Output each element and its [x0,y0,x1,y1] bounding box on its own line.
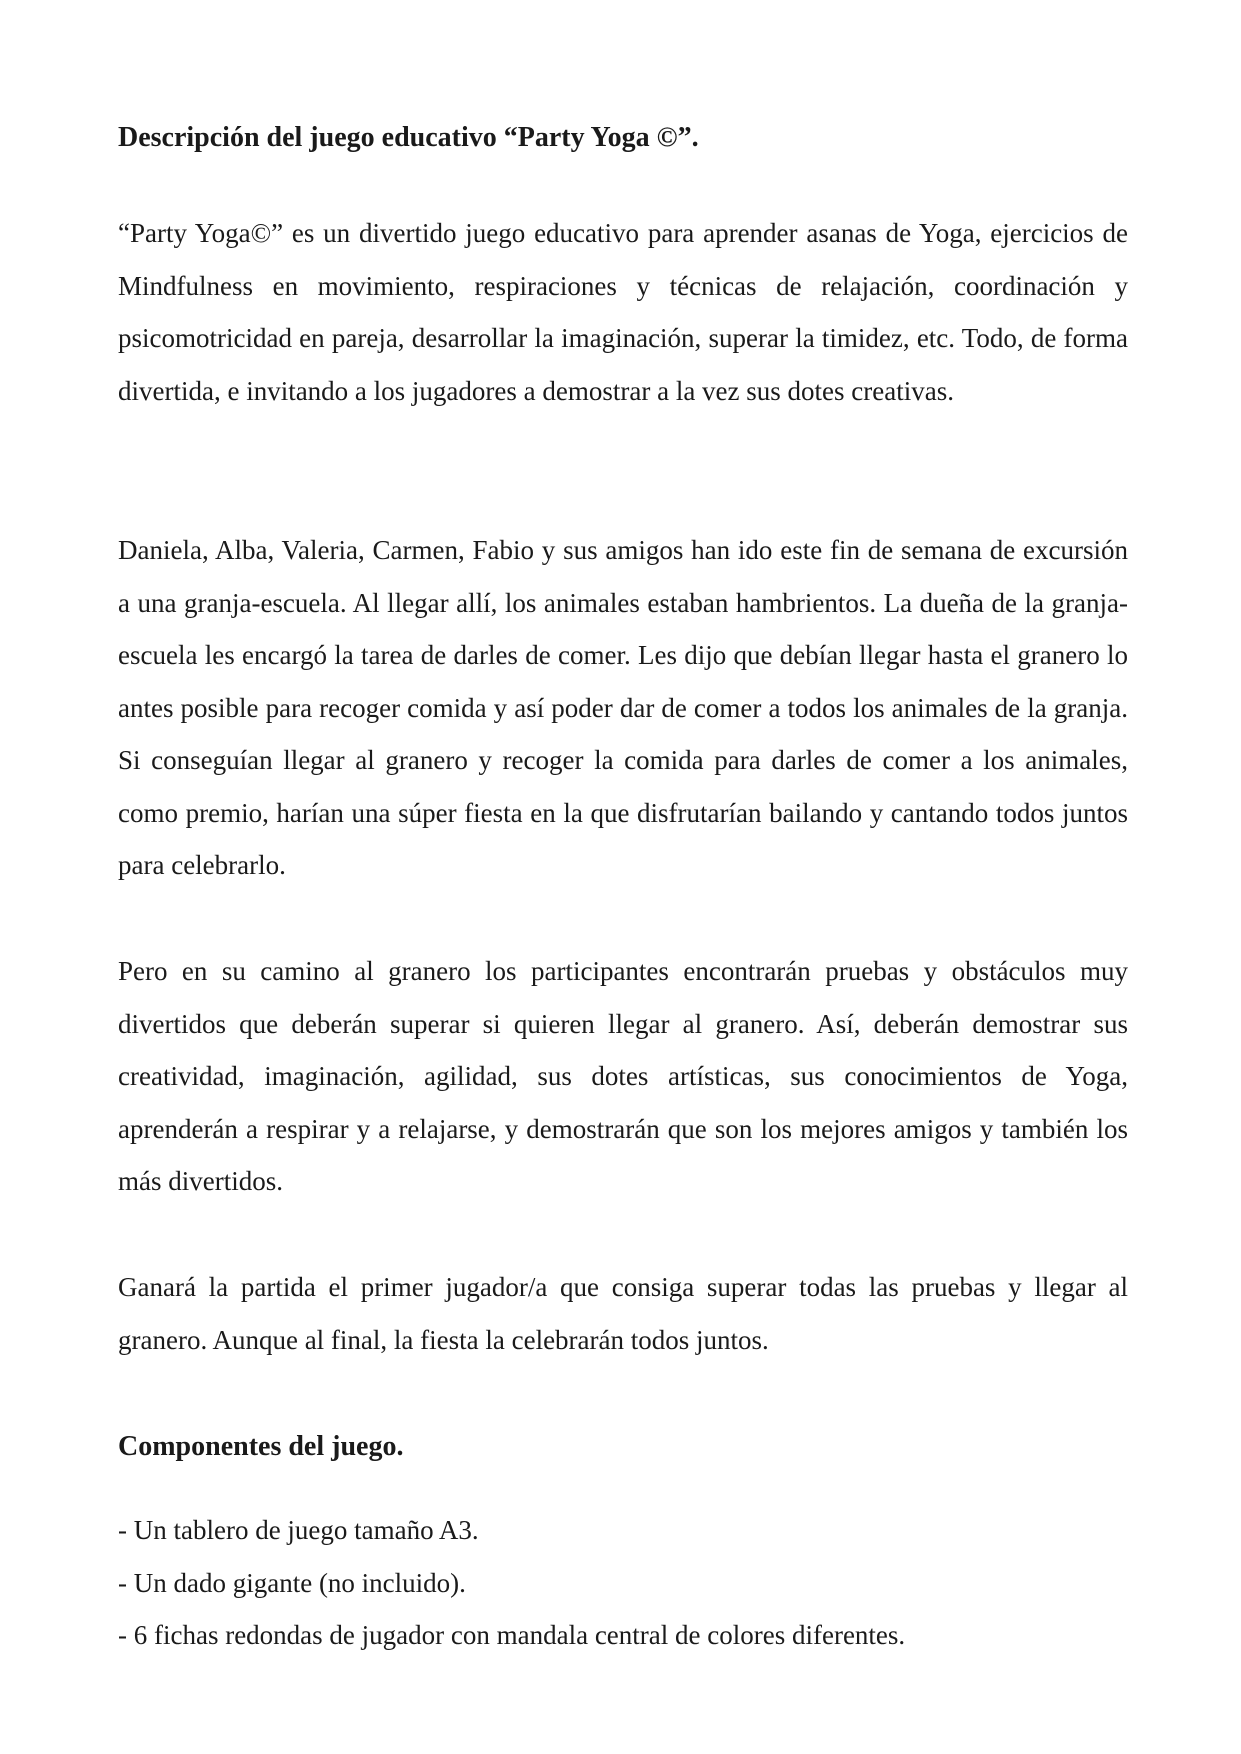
list-item: - 6 fichas redondas de jugador con mandala central de colores diferentes. [118,1620,906,1650]
document-title: Descripción del juego educativo “Party Yoga ©”. [118,122,699,153]
paragraph-winner: Ganará la partida el primer jugador/a que consiga superar todas las pruebas y llegar al granero. Aunque al final, la fiesta la celebrarán todos juntos. [118,1272,1128,1355]
list-item: - Un tablero de juego tamaño A3. [118,1515,479,1545]
components-heading: Componentes del juego. [118,1431,404,1462]
paragraph-story: Daniela, Alba, Valeria, Carmen, Fabio y sus amigos han ido este fin de semana de excursión a una granja-escuela. Al llegar allí, los animales estaban hambrientos. La dueña de la granja-escuela les encargó la tarea de darles de comer. Les dijo que debían llegar hasta el granero lo antes posible para recoger comida y así poder dar de comer a todos los animales de la granja. Si conseguían llegar al granero y recoger la comida para darles de comer a los animales, como premio, harían una súper fiesta en la que disfrutarían bailando y cantando todos juntos para celebrarlo. [118,535,1128,880]
paragraph-intro: “Party Yoga©” es un divertido juego educativo para aprender asanas de Yoga, ejercicios de Mindfulness en movimiento, respiraciones y técnicas de relajación, coordinación y psicomotricidad en pareja, desarrollar la imaginación, superar la timidez, etc. Todo, de forma divertida, e invitando a los jugadores a demostrar a la vez sus dotes creativas. [118,218,1128,406]
list-item: - Un dado gigante (no incluido). [118,1567,466,1598]
paragraph-challenges: Pero en su camino al granero los participantes encontrarán pruebas y obstáculos muy divertidos que deberán superar si quieren llegar al granero. Así, deberán demostrar sus creatividad, imaginación, agilidad, sus dotes artísticas, sus conocimientos de Yoga, aprenderán a respirar y a relajarse, y demostrarán que son los mejores amigos y también los más divertidos. [118,956,1128,1196]
components-list [118,1504,1128,1662]
